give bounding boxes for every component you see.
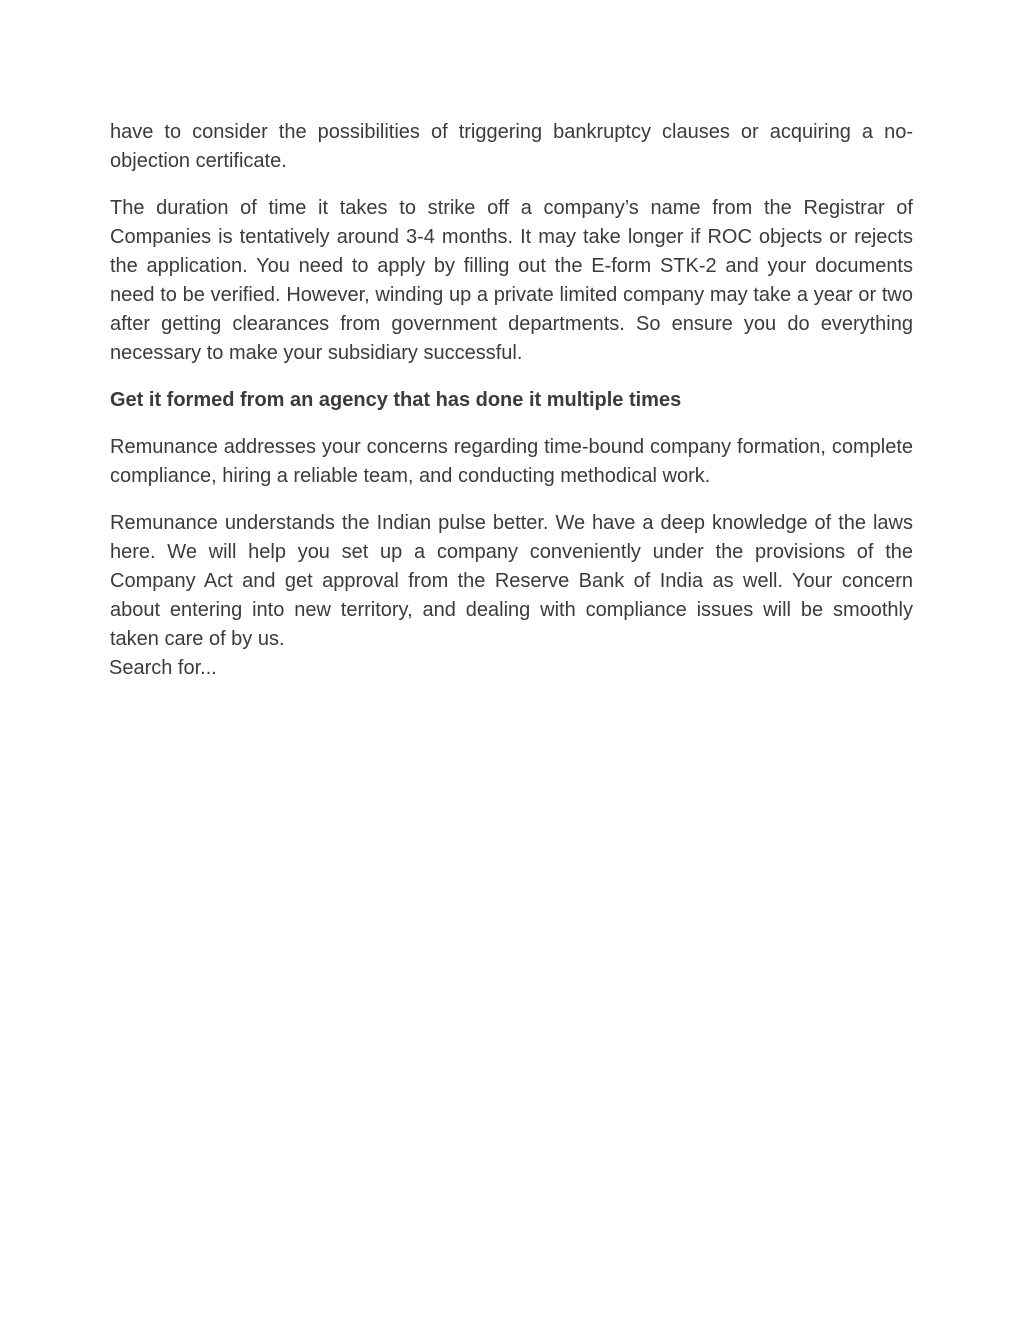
section-heading: Get it formed from an agency that has done it multiple times [110, 389, 682, 411]
paragraph-remunance-indian-pulse: Remunance understands the Indian pulse better. We have a deep knowledge of the laws here. We will help you set up a company conveniently under the provisions of the Company Act and get approval from the Reserve Bank of India as well. Your concern about entering into new territory, and dealing with compliance issues will be smoothly taken care of by us. [110, 512, 913, 650]
paragraph-remunance-concerns: Remunance addresses your concerns regarding time-bound company formation, complete compliance, hiring a reliable team, and conducting methodical work. [110, 436, 913, 487]
search-prompt-text: Search for... [109, 657, 217, 679]
document-page [110, 118, 913, 683]
paragraph-strike-off-duration: The duration of time it takes to strike off a company’s name from the Registrar of Companies is tentatively around 3-4 months. It may take longer if ROC objects or rejects the application. You need to apply by filling out the E-form STK-2 and your documents need to be verified. However, winding up a private limited company may take a year or two after getting clearances from government departments. So ensure you do everything necessary to make your subsidiary successful. [110, 197, 913, 364]
paragraph-bankruptcy: have to consider the possibilities of triggering bankruptcy clauses or acquiring a no-objection certificate. [110, 121, 913, 172]
